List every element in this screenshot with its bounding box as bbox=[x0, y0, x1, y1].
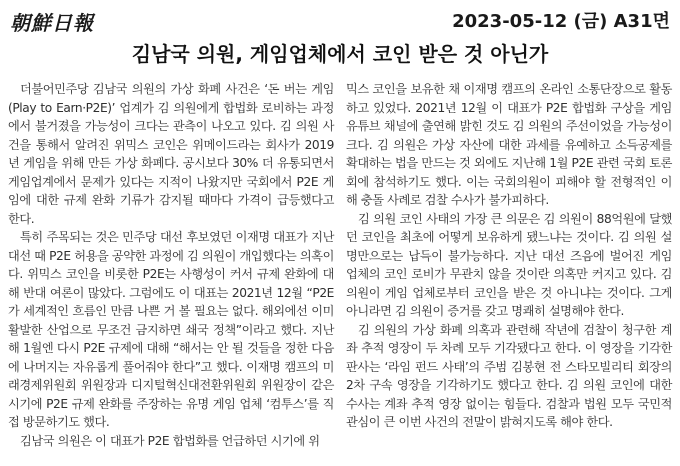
article-column-right bbox=[346, 80, 672, 432]
paragraph: 김남국 의원은 이 대표가 P2E 합법화를 언급하던 시기에 위 bbox=[20, 433, 320, 448]
publication-dateline: 2023-05-12 (금) A31면 bbox=[452, 11, 670, 32]
newspaper-logo: 朝鮮日報 bbox=[10, 11, 94, 35]
paragraph: 더불어민주당 김남국 의원의 가상 화폐 사건은 ‘돈 버는 게임(Play to Earn·P2E)’ 업계가 김 의원에게 합법화 로비하는 과정에서 불거졌을 가능성이 크다는 관측이 나오고 있다. 김 의원 사건을 통해서 알려진 위믹스 코인은 위메이드라는 회사가 2019년 게임을 위해 만든 가상 화폐다. 공시보다 30% 더 유통되면서 게임업계에서 문제가 있다는 지적이 나왔지만 국회에서 P2E 게임에 대한 규제 완화 기류가 감지될 때마다 가격이 급등했다고 한다. bbox=[8, 82, 334, 226]
paragraph: 특히 주목되는 것은 민주당 대선 후보였던 이재명 대표가 지난 대선 때 P2E 허용을 공약한 과정에 김 의원이 개입했다는 의혹이다. 위믹스 코인을 비롯한 P2E는 사행성이 커서 규제 완화에 대해 반대 여론이 많았다. 그럼에도 이 대표는 2021년 12월 “P2E가 세계적인 흐름인 만큼 나쁜 거 볼 필요는 없다. 해외에선 이미 활발한 산업으로 무조건 금지하면 쇄국 정책”이라고 했다. 지난해 1월엔 다시 P2E 규제에 대해 “해서는 안 될 것들을 정한 다음에 나머지는 자유롭게 풀어줘야 한다”고 했다. 이재명 캠프의 미래경제위원회 위원장과 디지털혁신대전환위원회 위원장이 같은 시기에 P2E 규제 완화를 주장하는 유명 게임 업체 ‘컴투스’를 직접 방문하기도 했다. bbox=[8, 230, 334, 429]
article-headline: 김남국 의원, 게임업체에서 코인 받은 것 아닌가 bbox=[131, 42, 549, 66]
paragraph: 김 의원 코인 사태의 가장 큰 의문은 김 의원이 88억원에 달했던 코인을 최초에 어떻게 보유하게 됐느냐는 것이다. 김 의원 설명만으로는 납득이 불가능하다. 지난 대선 즈음에 벌어진 게임 업체의 코인 로비가 무관치 않을 것이란 의혹만 커지고 있다. 김 의원이 게임 업체로부터 코인을 받은 것 아니냐는 것이다. 그게 아니라면 김 의원이 증거를 갖고 명쾌히 설명해야 한다. bbox=[346, 211, 672, 318]
article-column-left bbox=[8, 80, 334, 450]
paragraph: 믹스 코인을 보유한 채 이재명 캠프의 온라인 소통단장으로 활동하고 있었다. 2021년 12월 이 대표가 P2E 합법화 구상을 게임 유튜브 채널에 출연해 밝힌 것도 김 의원의 주선이었을 가능성이 크다. 김 의원은 가상 자산에 대한 과세를 유예하고 소득공제를 확대하는 법을 만드는 것 외에도 지난해 1월 P2E 관련 국회 토론회에 참석하기도 했다. 이는 국회의원이 피해야 할 전형적인 이해 충돌 사례로 검찰 수사가 불가피하다. bbox=[346, 82, 672, 207]
masthead bbox=[0, 0, 680, 36]
paragraph: 김 의원의 가상 화폐 의혹과 관련해 작년에 검찰이 청구한 계좌 추적 영장이 두 차례 모두 기각됐다고 한다. 이 영장을 기각한 판사는 ‘라임 펀드 사태’의 주범 김봉현 전 스타모빌리티 회장의 2차 구속 영장을 기각하기도 했다고 한다. 김 의원 코인에 대한 수사는 계좌 추적 영장 없이는 힘들다. 검찰과 법원 모두 국민적 관심이 큰 이번 사건의 전말이 밝혀지도록 해야 한다. bbox=[346, 322, 672, 429]
